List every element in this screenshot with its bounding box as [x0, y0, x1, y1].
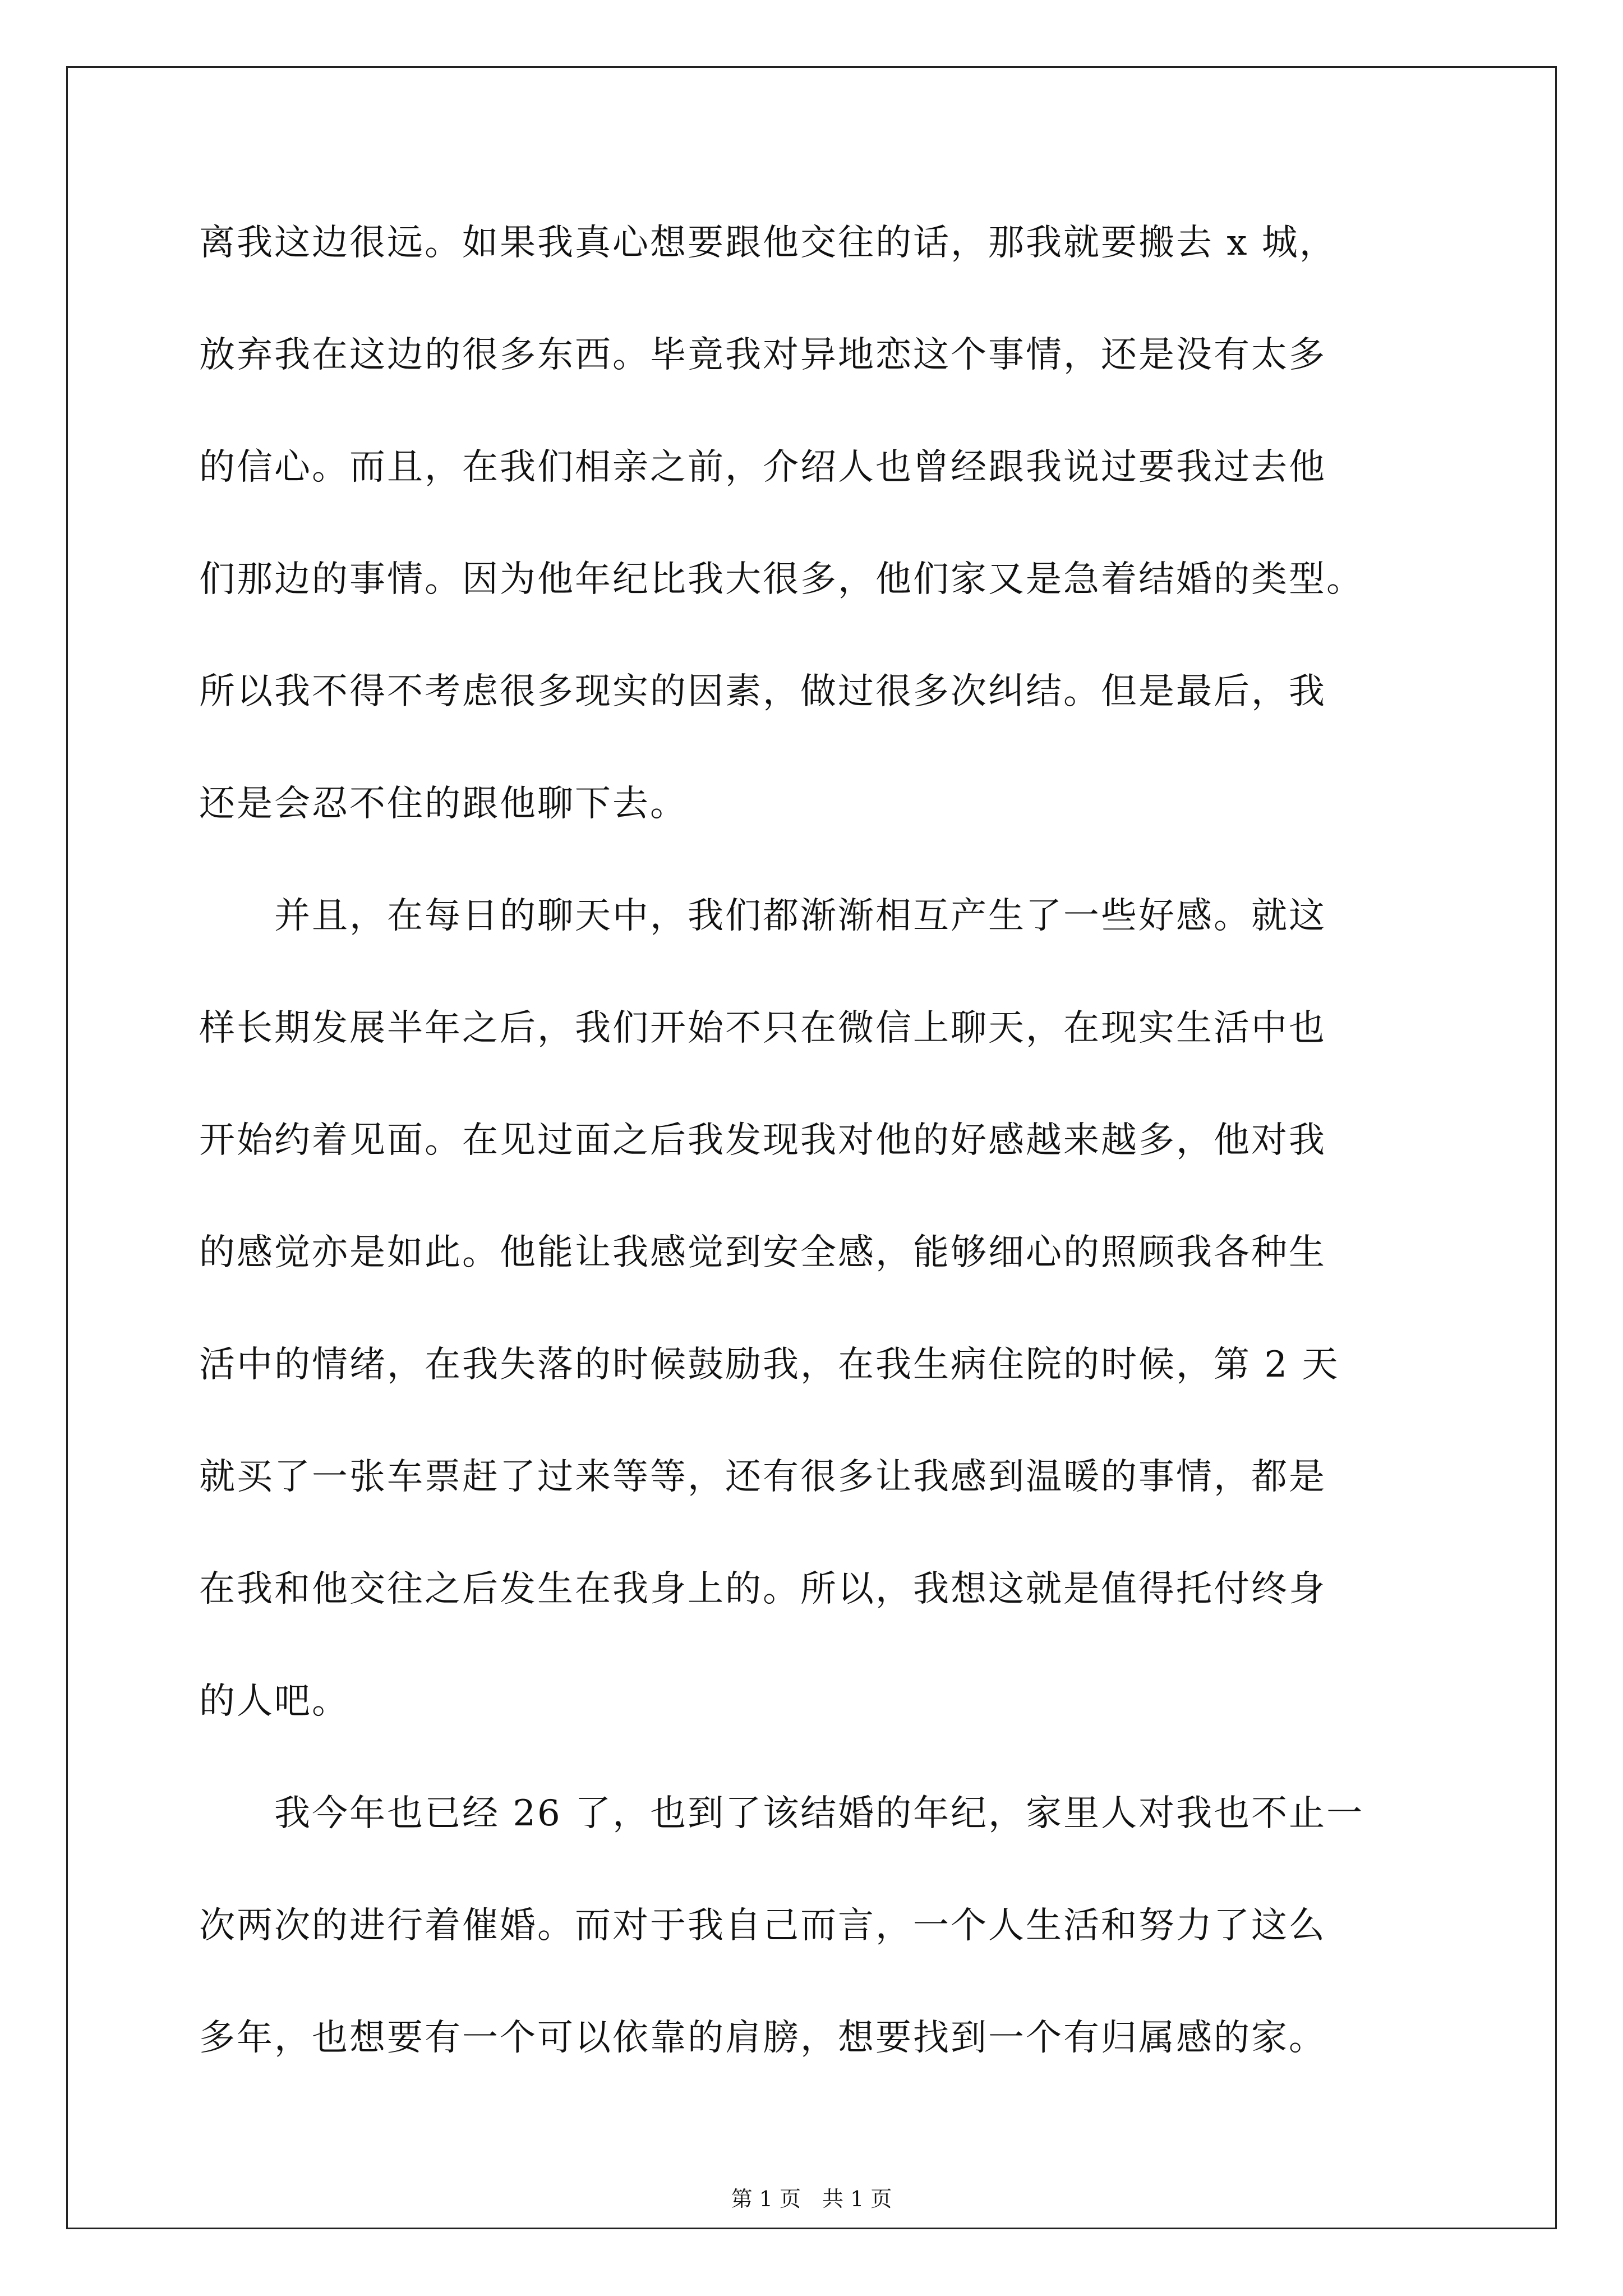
text-line: 就买了一张车票赶了过来等等，还有很多让我感到温暖的事情，都是: [199, 1456, 1326, 1498]
text-line: 的信心。而且，在我们相亲之前，介绍人也曾经跟我说过要我过去他: [199, 447, 1326, 488]
text-line: 所以我不得不考虑很多现实的因素，做过很多次纠结。但是最后，我: [199, 671, 1326, 712]
text-line: 离我这边很远。如果我真心想要跟他交往的话，那我就要搬去 x 城，: [199, 222, 1337, 264]
text-line: 开始约着见面。在见过面之后我发现我对他的好感越来越多，他对我: [199, 1120, 1326, 1161]
text-line: 次两次的进行着催婚。而对于我自己而言，一个人生活和努力了这么: [199, 1905, 1326, 1947]
text-line: 活中的情绪，在我失落的时候鼓励我，在我生病住院的时候，第 2 天: [199, 1344, 1340, 1386]
text-line: 多年，也想要有一个可以依靠的肩膀，想要找到一个有归属感的家。: [199, 2017, 1326, 2059]
text-line: 放弃我在这边的很多东西。毕竟我对异地恋这个事情，还是没有太多: [199, 334, 1326, 376]
page-number: 第 1 页 共 1 页: [731, 2187, 892, 2211]
text-line: 的人吧。: [199, 1681, 349, 1722]
text-line: 我今年也已经 26 了，也到了该结婚的年纪，家里人对我也不止一: [199, 1793, 1364, 1834]
text-line: 在我和他交往之后发生在我身上的。所以，我想这就是值得托付终身: [199, 1568, 1326, 1610]
text-line: 们那边的事情。因为他年纪比我大很多，他们家又是急着结婚的类型。: [199, 559, 1364, 600]
text-line: 的感觉亦是如此。他能让我感觉到安全感，能够细心的照顾我各种生: [199, 1232, 1326, 1273]
text-line: 并且，在每日的聊天中，我们都渐渐相互产生了一些好感。就这: [199, 895, 1326, 937]
text-line: 还是会忍不住的跟他聊下去。: [199, 783, 688, 825]
text-line: 样长期发展半年之后，我们开始不只在微信上聊天，在现实生活中也: [199, 1007, 1326, 1049]
